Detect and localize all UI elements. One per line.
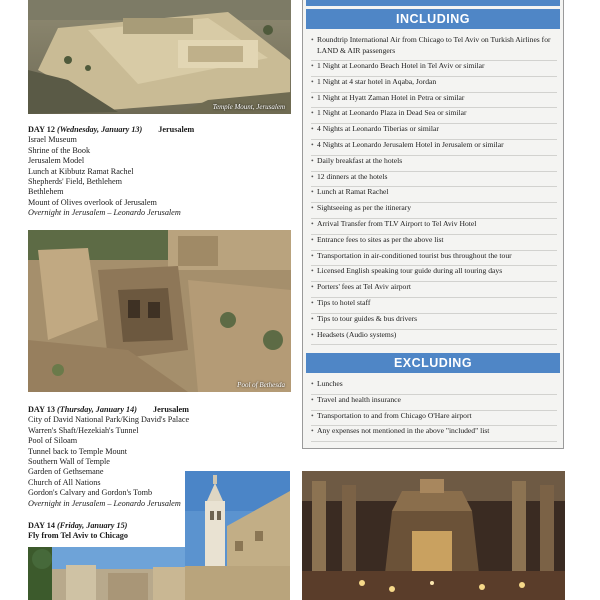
list-item: • Lunches [311,378,561,394]
list-item: • Transportation in air-conditioned tourist bus throughout the tour [311,250,561,266]
day13-item: Warren's Shaft/Hezekiah's Tunnel [28,425,139,435]
photo1-caption: Temple Mount, Jerusalem [212,103,285,111]
excluding-list [311,378,561,441]
including-list [311,34,561,344]
list-item: • Tips to hotel staff [311,297,561,313]
bell-tower-photo [185,471,290,600]
day14-label: DAY 14 [28,521,55,530]
day12-label: DAY 12 [28,125,55,134]
list-item: • Entrance fees to sites as per the above list [311,234,561,250]
panel-top-bar [306,0,560,6]
holy-sepulchre-photo [302,471,565,600]
list-item: • 4 Nights at Leonardo Jerusalem Hotel in Jerusalem or similar [311,139,561,155]
list-item: • 12 dinners at the hotels [311,171,561,187]
day13-item: Church of All Nations [28,477,101,487]
day13-label: DAY 13 [28,405,55,414]
day12-item: Jerusalem Model [28,156,85,166]
temple-mount-photo [28,0,291,114]
day14-item: Fly from Tel Aviv to Chicago [28,531,128,541]
list-item: • Arrival Transfer from TLV Airport to Tel Aviv Hotel [311,218,561,234]
including-heading: INCLUDING [306,9,560,29]
day12-item: Israel Museum [28,135,77,145]
day13-item: Southern Wall of Temple [28,457,110,467]
list-item: • 4 Nights at Leonardo Tiberias or similar [311,123,561,139]
list-item: • 1 Night at Leonardo Beach Hotel in Tel Aviv or similar [311,60,561,76]
excluding-heading: EXCLUDING [306,353,560,373]
day12-item: Shepherds' Field, Bethlehem [28,177,123,187]
list-item: • Daily breakfast at the hotels [311,155,561,171]
list-item: • Headsets (Audio systems) [311,329,561,345]
old-city-photo [28,547,185,600]
photo2-caption: Pool of Bethesda [237,381,285,389]
list-item: • Licensed English speaking tour guide during all touring days [311,265,561,281]
list-item: • Any expenses not mentioned in the above "included" list [311,425,561,441]
day12-item: Lunch at Kibbutz Ramat Rachel [28,166,134,176]
day13-overnight: Overnight in Jerusalem – Leonardo Jerusalem [28,498,181,508]
day13-item: Garden of Gethsemane [28,467,104,477]
day13-date: (Thursday, January 14) [56,405,137,414]
list-item: • 1 Night at 4 star hotel in Aqaba, Jordan [311,76,561,92]
list-item: • 1 Night at Hyatt Zaman Hotel in Petra or similar [311,92,561,108]
list-item: • Roundtrip International Air from Chicago to Tel Aviv on Turkish Airlines for LAND & AIR passengers [311,34,561,60]
day13-item: Tunnel back to Temple Mount [28,446,128,456]
day12-date: (Wednesday, January 13) [56,125,143,134]
list-item: • 1 Night at Leonardo Plaza in Dead Sea or similar [311,107,561,123]
day12-block [28,125,288,219]
list-item: • Transportation to and from Chicago O'Hare airport [311,410,561,426]
pool-of-bethesda-photo [28,230,291,392]
day12-overnight: Overnight in Jerusalem – Leonardo Jerusalem [28,208,181,218]
day13-heading [28,405,288,415]
day14-block [28,521,183,542]
list-item: • Tips to tour guides & bus drivers [311,313,561,329]
day13-item: Pool of Siloam [28,436,78,446]
list-item: • Travel and health insurance [311,394,561,410]
day12-item: Shrine of the Book [28,145,91,155]
day12-item: Mount of Olives overlook of Jerusalem [28,197,157,207]
day13-place: Jerusalem [153,405,189,414]
day14-heading [28,521,183,531]
day12-place: Jerusalem [158,125,195,134]
list-item: • Lunch at Ramat Rachel [311,186,561,202]
day12-heading [28,125,288,135]
day12-item: Bethlehem [28,187,64,197]
day14-date: (Friday, January 15) [56,521,128,530]
day13-item: City of David National Park/King David's Palace [28,415,190,425]
day13-item: Gordon's Calvary and Gordon's Tomb [28,488,153,498]
list-item: • Sightseeing as per the itinerary [311,202,561,218]
list-item: • Porters' fees at Tel Aviv airport [311,281,561,297]
inclusions-panel [302,0,564,449]
